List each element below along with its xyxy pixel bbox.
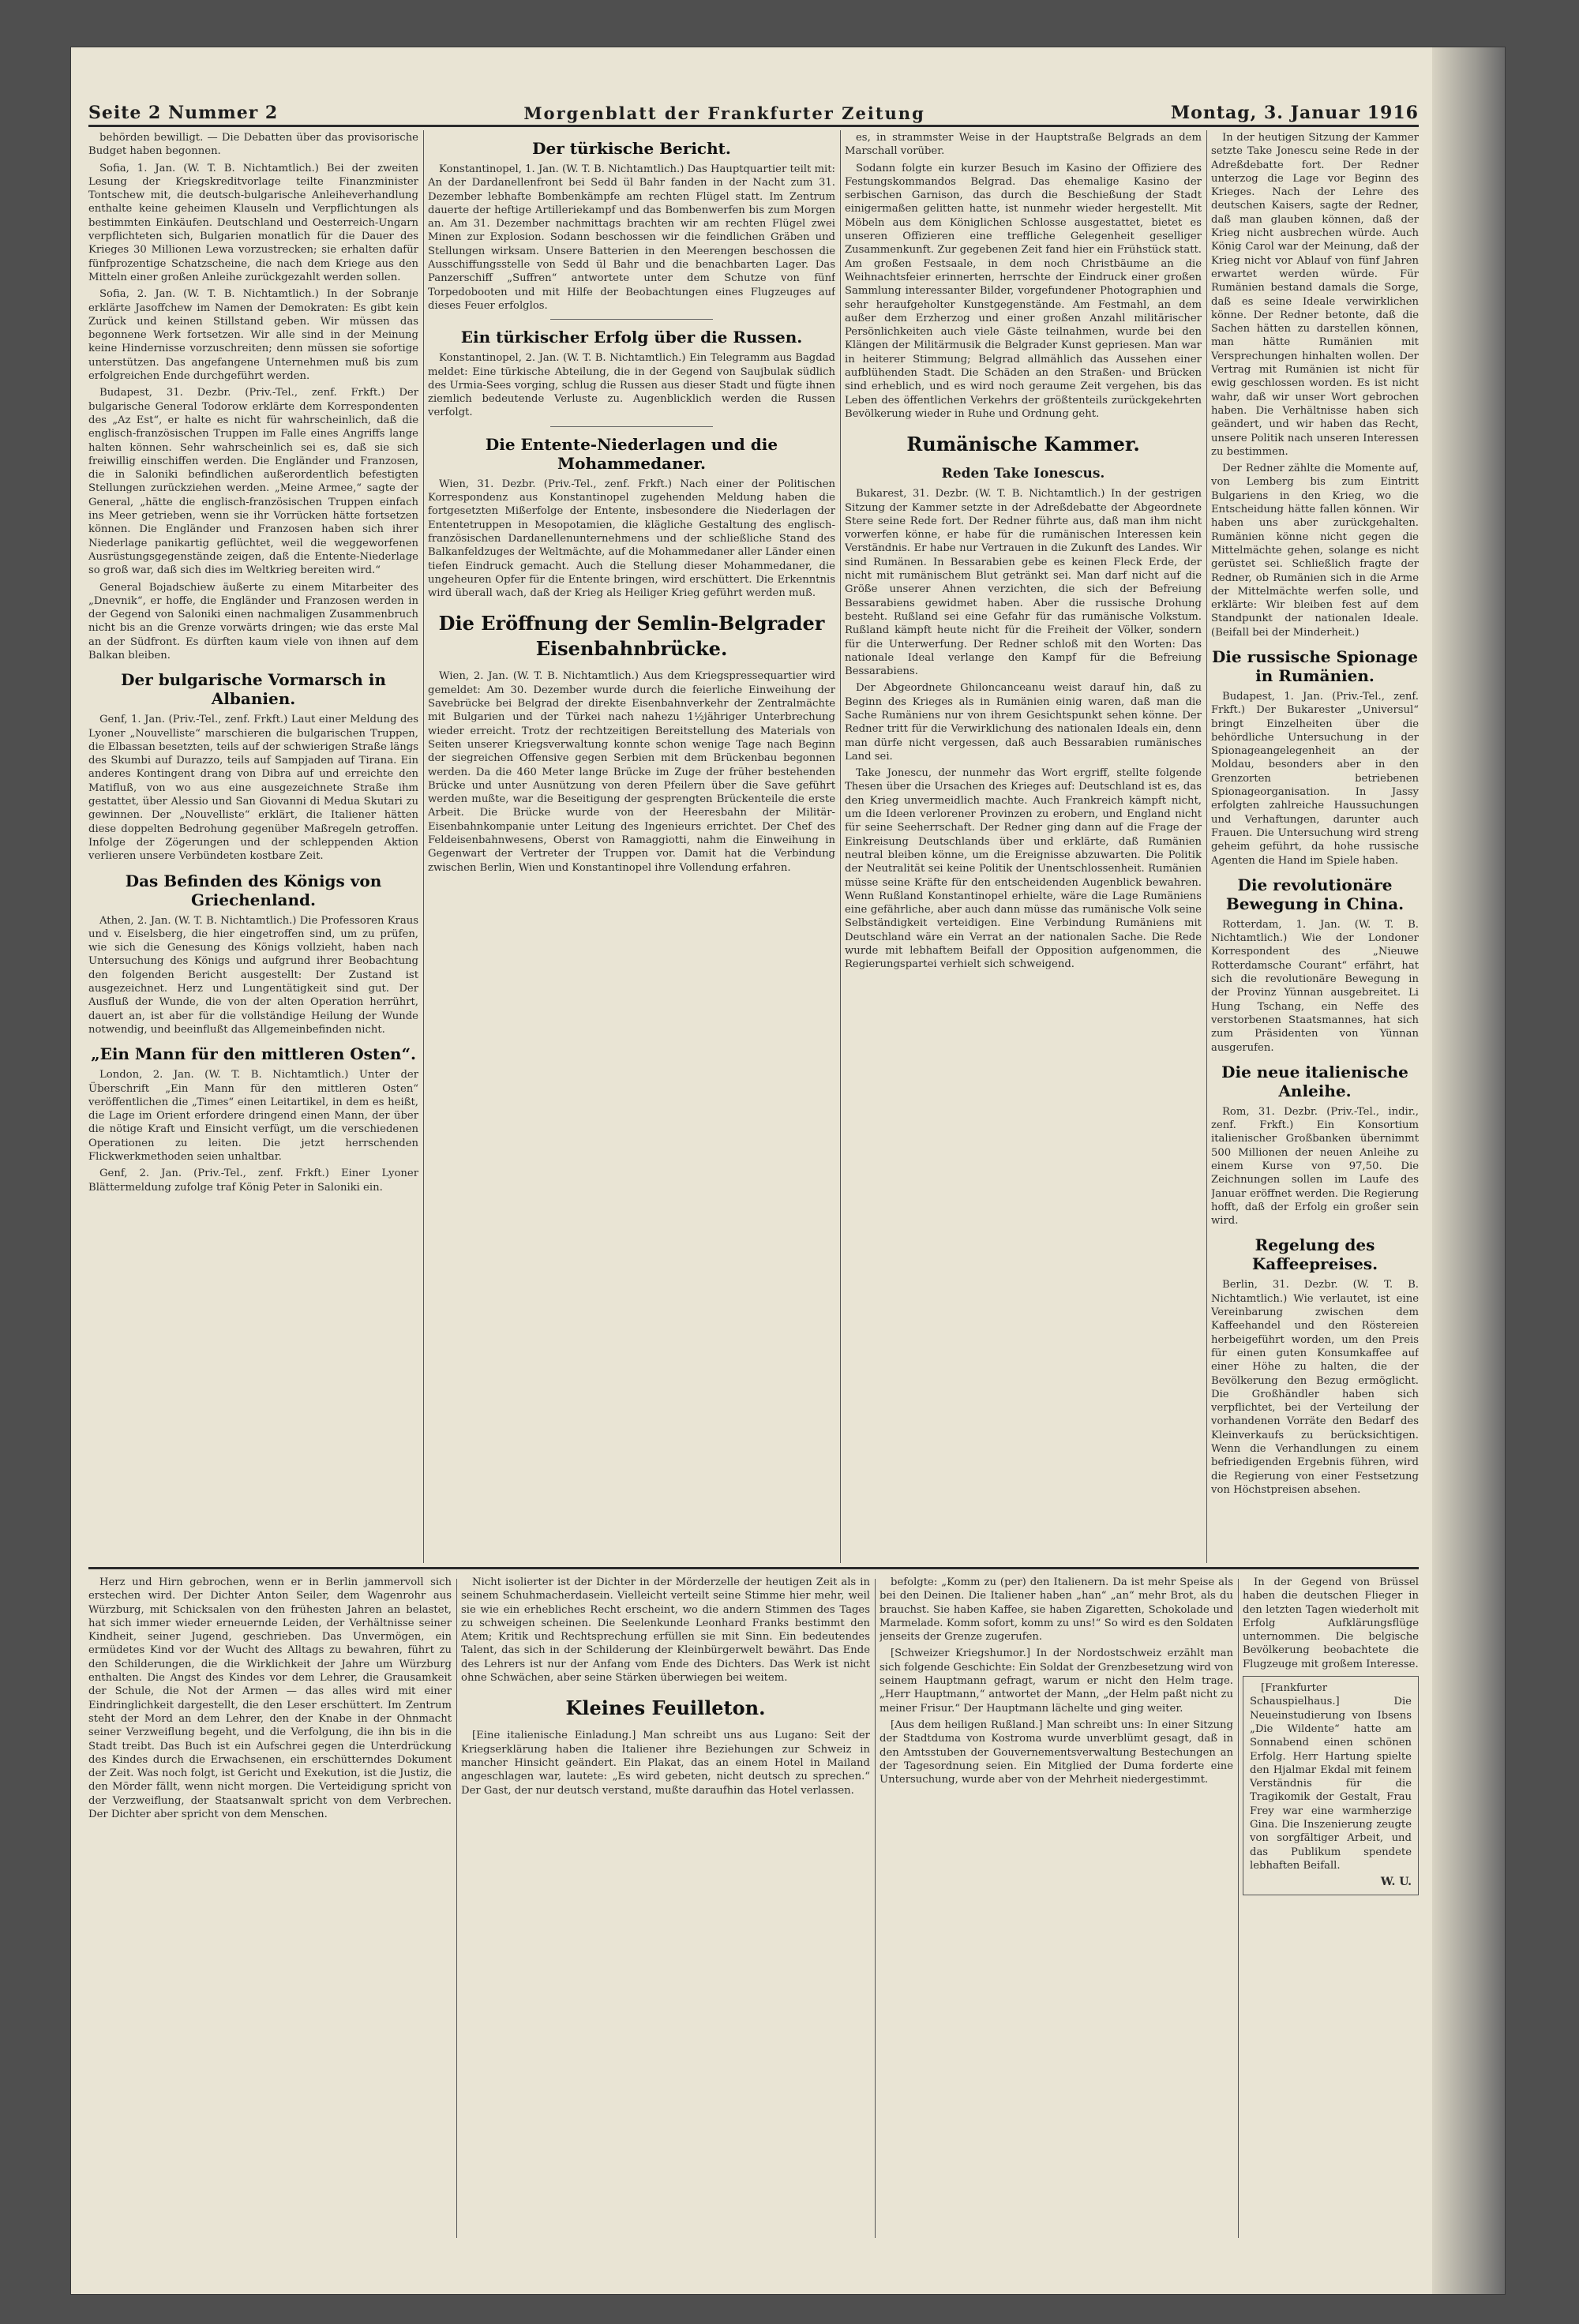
column-rule — [1238, 1579, 1239, 2238]
separator — [550, 426, 713, 427]
paragraph: befolgte: „Komm zu (per) den Italienern. Da ist mehr Speise als bei den Deinen. Die Italiener haben „han“ „an“ mehr Brot, als du brauchst. Sie haben Kaffee, sie haben Zigaretten, Schokolade und Marmelade. Komm sofort, komm zu uns!“ So wird es den Soldaten jenseits der Grenze zugerufen. — [880, 1576, 1233, 1644]
paragraph: Genf, 2. Jan. (Priv.-Tel., zenf. Frkft.) Einer Lyoner Blättermeldung zufolge traf König Peter in Saloniki ein. — [88, 1168, 418, 1194]
article-column-4 — [1211, 131, 1419, 1563]
article-column-1 — [88, 131, 418, 1563]
article-subheadline: Reden Take Ionescus. — [941, 466, 1105, 482]
article-column-2 — [428, 131, 835, 1563]
paragraph: Rotterdam, 1. Jan. (W. T. B. Nichtamtlich.) Wie der Londoner Korrespondent des „Nieuwe Rotterdamsche Courant“ erfährt, hat sich die revolutionäre Bewegung in der Provinz Yünnan ausgebreitet. Li Hung Tschang, ein Neffe des verstorbenen Staatsmannes, hat sich zum Präsidenten von Yünnan ausgerufen. — [1211, 918, 1419, 1054]
page-header — [88, 85, 1419, 123]
article-headline: Die Entente-Niederlagen und die Mohammedaner. — [485, 434, 778, 473]
column-rule — [423, 130, 424, 1563]
article-headline: Das Befinden des Königs von Griechenland. — [125, 871, 382, 909]
column-rule — [456, 1579, 457, 2238]
paragraph: behörden bewilligt. — Die Debatten über das provisorische Budget haben begonnen. — [88, 132, 418, 158]
paragraph: Der Abgeordnete Ghiloncanceanu weist darauf hin, daß zu Beginn des Krieges als in Rumänien einig waren, daß man die Sache Rumäniens nur von ihrem Gesichtspunkt sehen könne. Der Redner tritt für die Verwirklichung des nationalen Ideals ein, denn man dürfe nicht vergessen, daß auch Bessarabien rumänisches Land sei. — [845, 682, 1202, 763]
separator — [550, 319, 713, 320]
paragraph: Sodann folgte ein kurzer Besuch im Kasino der Offiziere des Festungskommandos Belgrad. Das ehemalige Kasino der serbischen Garnison, das durch die Beschießung der Stadt einigermaßen gelitten hatte, ist nunmehr wieder hergestellt. Mit Möbeln aus dem Königlichen Schlosse ausgestattet, bietet es unseren Offizieren eine treffliche Gelegenheit geselliger Zusammenkunft. Zur gegebenen Zeit fand hier ein Frühstück statt. Am großen Festsaale, in dem noch Christbäume an die Weihnachtsfeier erinnerten, herrschte der Eindruck einer großen Sammlung interessanter Bilder, vorgefundener Photographien und sehr heraufgeholter Kunstgegenstände. Am Festmahl, an dem außer dem Erzherzog und einer großen Anzahl militärischer Persönlichkeiten auch viele Gäste teilnahmen, wurde bei den Klängen der Militärmusik die Belgrader Kunst gepriesen. Man war in heiterer Stimmung; Belgrad allmählich das Aussehen einer aufblühenden Stadt. Die Schäden an den Straßen- und Brücken sind erheblich, und es wird noch geraume Zeit vergehen, bis das Leben des öffentlichen Verkehrs der größtenteils zurückgekehrten Bevölkerung wieder in Ruhe und Ordnung geht. — [845, 162, 1202, 420]
paragraph: In der Gegend von Brüssel haben die deutschen Flieger in den letzten Tagen wiederholt mit Erfolg Aufklärungsflüge unternommen. Die belgische Bevölkerung beobachtete die Flugzeuge mit großem Interesse. — [1243, 1576, 1419, 1670]
article-column-3 — [845, 131, 1202, 1563]
page-number: Seite 2 Nummer 2 — [88, 103, 279, 123]
column-rule — [840, 130, 841, 1563]
paragraph: [Aus dem heiligen Rußland.] Man schreibt uns: In einer Sitzung der Stadtduma von Kostroma wurde unverblümt gesagt, daß in den Amtsstuben der Gouvernementsverwaltung Bestechungen an der Tagesordnung seien. Ein Mitglied der Duma forderte eine Untersuchung, wurde aber von der Mehrheit niedergestimmt. — [880, 1719, 1233, 1786]
paragraph: Sofia, 1. Jan. (W. T. B. Nichtamtlich.) Bei der zweiten Lesung der Kriegskreditvorlage teilte Finanzminister Tontschew mit, die deutsch-bulgarische Anleiheverhandlung enthalte keine geheimen Klauseln und Verpflichtungen als bestimmten Einkäufen. Deutschland und Oesterreich-Ungarn verpflichteten sich, Bulgarien monatlich für die Dauer des Krieges 30 Millionen Lewa vorzustrecken; sie erhalten dafür fünfprozentige Schatzscheine, die nach dem Kriege aus den Mitteln einer großen Anleihe zurückgezahlt werden sollen. — [88, 162, 418, 283]
paragraph: Take Jonescu, der nunmehr das Wort ergriff, stellte folgende Thesen über die Ursachen des Krieges auf: Deutschland ist es, das den Krieg unvermeidlich machte. Auch Frankreich kämpft nicht, um die Ideen verlorener Provinzen zu erobern, und England nicht für seine Seeherrschaft. Der Redner ging dann auf die Frage der Einkreisung Deutschlands über und erklärte, daß Rumänien neutral bleiben könne, um die Ereignisse abzuwarten. Die Politik der Neutralität sei keine Politik der Unentschlossenheit. Rumänien müsse seine Kräfte für den entscheidenden Augenblick bewahren. Wenn Rußland Konstantinopel erhielte, wäre die Lage Rumäniens eine gefährliche, aber auch dann müsse das rumänische Volk seine Selbständigkeit verteidigen. Eine Verbindung Rumäniens mit Deutschland wäre ein Verrat an der nationalen Sache. Die Rede wurde mit lebhaftem Beifall der Opposition aufgenommen, die Regierungspartei verhielt sich schweigend. — [845, 767, 1202, 971]
paragraph: Rom, 31. Dezbr. (Priv.-Tel., indir., zenf. Frkft.) Ein Konsortium italienischer Großbanken übernimmt 500 Millionen der neuen Anleihe zu einem Kurse von 97,50. Die Zeichnungen sollen im Laufe des Januar eröffnet werden. Die Regierung hofft, daß der Erfolg ein großer sein wird. — [1211, 1105, 1419, 1228]
paragraph: In der heutigen Sitzung der Kammer setzte Take Jonescu seine Rede in der Adreßdebatte fort. Der Redner unterzog die Lage vor Beginn des Krieges. Nach der Lehre des deutschen Kaisers, sagte der Redner, daß man glauben können, daß der Krieg nicht ausbrechen würde. Auch König Carol war der Meinung, daß der Krieg nicht vor Ablauf von fünf Jahren erwartet werden würde. Für Rumänien bestand damals die Sorge, daß es seine Ideale verwirklichen könne. Der Redner betonte, daß die Sachen hätten zu darstellen können, man hätte Rumänien mit Versprechungen hinhalten wollen. Der Vertrag mit Rumänien ist nicht für ewig geschlossen worden. Es ist nicht wahr, daß wir unser Wort gebrochen haben. Die Verhältnisse haben sich geändert, und wir haben das Recht, unsere Politik nach unseren Interessen zu bestimmen. — [1211, 132, 1419, 458]
paragraph: Nicht isolierter ist der Dichter in der Mörderzelle der heutigen Zeit als in seinem Schuhmacherdasein. Vielleicht verteilt seine Stimme hier mehr, weil sie wie ein erhebliches Recht erscheint, wo die andern Stimmen des Tages zu schweigen scheinen. Die Seelenkunde Leonhard Franks bestimmt den Atem; Kritik und Rechtsprechung erfüllen sie mit Sinn. Ein bedeutendes Talent, das sich in der Schilderung der Kleinbürgerwelt bewährt. Das Ende des Lehrers ist nur der Anfang vom Ende des Dichters. Das Werk ist nicht ohne Schwächen, aber seine Stärken überwiegen bei weitem. — [461, 1576, 870, 1685]
paragraph: Sofia, 2. Jan. (W. T. B. Nichtamtlich.) In der Sobranje erklärte Jasoffchew im Namen der Demokraten: Es gibt kein Zurück und keinen Stillstand geben. Wir müssen das begonnene Werk fortsetzen. Wir alle sind in der Meinung keine Hindernisse vorzuschreiten; denn müssen sie sofortige unterstützen. Das angefangene Unternehmen muß bis zum erfolgreichen Ende durchgeführt werden. — [88, 288, 418, 383]
feuilleton-divider — [88, 1567, 1419, 1569]
theater-review-box — [1243, 1676, 1419, 1895]
feuilleton-headline: Kleines Feuilleton. — [565, 1696, 766, 1720]
article-headline: Die Eröffnung der Semlin-Belgrader Eisenbahnbrücke. — [438, 612, 825, 661]
paragraph: Wien, 31. Dezbr. (Priv.-Tel., zenf. Frkft.) Nach einer der Politischen Korrespondenz aus Konstantinopel zugehenden Meldung haben die fortgesetzten Mißerfolge der Entente, insbesondere die Niederlagen der Ententetruppen in Mesopotamien, die klägliche Gestaltung des englisch-französischen Dardanellenunternehmens und der schließliche Stand des Balkanfeldzuges der Weltmächte, auf die Mohammedaner aller Länder einen tiefen Eindruck gemacht. Auch die Stellung dieser Mohammedaner, die ungeheuren Opfer für die Entente bringen, wird erschüttert. Die Erkenntnis wird überall wach, daß der Krieg als Heiliger Krieg geführt werden muß. — [428, 478, 835, 600]
paragraph: Bukarest, 31. Dezbr. (W. T. B. Nichtamtlich.) In der gestrigen Sitzung der Kammer setzte in der Adreßdebatte der Abgeordnete Stere seine Rede fort. Der Redner führte aus, daß man ihm nicht vorwerfen könne, er habe für die rumänischen Interessen kein Verständnis. Er habe nur Vertrauen in die Zukunft des Landes. Wir sind Rumänen. In Bessarabien gebe es keinen Fleck Erde, der nicht mit rumänischem Blut getränkt sei. Man darf nicht auf die Größe unserer Ahnen verzichten, die sich der Befreiung Bessarabiens gewidmet haben. Aber die russische Drohung besteht. Rußland sei eine Gefahr für das rumänische Volkstum. Rußland kämpft heute nicht für die Freiheit der Völker, sondern für die Unterwerfung. Der Redner schloß mit den Worten: Das nationale Ideal verlange den Kampf für die Befreiung Bessarabiens. — [845, 488, 1202, 678]
article-headline: Der türkische Bericht. — [532, 139, 731, 158]
paragraph: [Frankfurter Schauspielhaus.] Die Neueinstudierung von Ibsens „Die Wildente“ hatte am Sonnabend einen schönen Erfolg. Herr Hartung spielte den Hjalmar Ekdal mit feinem Verständnis für die Tragikomik der Gestalt, Frau Frey war eine warmherzige Gina. Die Inszenierung zeugte von sorgfältiger Arbeit, und das Publikum spendete lebhaften Beifall. — [1250, 1682, 1412, 1872]
article-headline: Rumänische Kammer. — [906, 433, 1140, 456]
page-edge — [1432, 47, 1505, 2294]
article-headline: Die revolutionäre Bewegung in China. — [1225, 875, 1405, 913]
article-headline: „Ein Mann für den mittleren Osten“. — [91, 1044, 416, 1064]
paragraph: General Bojadschiew äußerte zu einem Mitarbeiter des „Dnevnik“, er hoffe, die Engländer und Franzosen werden in der Gegend von Saloniki einen nachmaligen Zusammenbruch nicht bis an die Grenze vorwärts dringen; wie das erste Mal an der Südfront. Es dürften kaum viele von ihnen auf dem Balkan bleiben. — [88, 581, 418, 662]
paragraph: London, 2. Jan. (W. T. B. Nichtamtlich.) Unter der Überschrift „Ein Mann für den mittleren Osten“ veröffentlichen die „Times“ einen Leitartikel, in dem es heißt, die Lage im Orient erfordere dringend einen Mann, der über die nötige Kraft und Einsicht verfügt, um die verschiedenen Operationen zu leiten. Die jetzt herrschenden Flickwerkmethoden seien unhaltbar. — [88, 1069, 418, 1163]
paragraph: Herz und Hirn gebrochen, wenn er in Berlin jammervoll sich erstechen wird. Der Dichter Anton Seiler, dem Wagenrohr aus Würzburg, mit Schicksalen von den frühesten Jahren an belastet, hat sich immer wieder erneuernde Leiden, der Verhältnisse seiner Kindheit, seiner Jugend, geschrieben. Das Unvermögen, ein ermüdetes Kind vor der Wucht des Alltags zu bewahren, führt zu den Schilderungen, die die Wirklichkeit der Jahre um Würzburg enthalten. Die Angst des Kindes vor dem Lehrer, die Grausamkeit der Schule, die Not der Armen — das alles wird mit einer Eindringlichkeit dargestellt, die den Leser erschüttert. Im Zentrum steht der Mord an dem Lehrer, den der Knabe in der Ohnmacht seiner Verzweiflung begeht, und die Verfolgung, die ihn bis in die Stadt treibt. Das Buch ist ein Aufschrei gegen die Unterdrückung des Kindes durch die Erwachsenen, ein erschütterndes Dokument der Zeit. Was noch folgt, ist Gericht und Exekution, ist die Justiz, die den Mörder fällt, wenn nicht morgen. Die Verteidigung spricht von der Verzweiflung, der Staatsanwalt spricht von dem Verbrechen. Der Dichter aber spricht von dem Menschen. — [88, 1576, 452, 1821]
article-headline: Ein türkischer Erfolg über die Russen. — [460, 328, 803, 347]
paragraph: Genf, 1. Jan. (Priv.-Tel., zenf. Frkft.) Laut einer Meldung des Lyoner „Nouvelliste“ marschieren die bulgarischen Truppen, die Elbassan besetzten, teils auf der schwierigen Straße längs des Skumbi auf Durazzo, teils auf Sampjaden auf Tirana. Ein anderes Kontingent drang von Dibra auf und erreichte den Matifluß, von wo aus eine ausgezeichnete Straße ihm gestattet, über Alessio und San Giovanni di Medua Skutari zu gewinnen. Der „Nouvelliste“ erklärt, die Italiener hätten diese doppelten Bedrohung gegenüber Maßregeln getroffen. Infolge der Zögerungen und der schleppenden Aktion verlieren unsere Verbündeten kostbare Zeit. — [88, 714, 418, 863]
article-headline: Die russische Spionage in Rumänien. — [1211, 647, 1419, 685]
paragraph: Konstantinopel, 2. Jan. (W. T. B. Nichtamtlich.) Ein Telegramm aus Bagdad meldet: Eine türkische Abteilung, die in der Gegend von Saujbulak südlich des Urmia-Sees vorging, schlug die Russen aus dieser Stadt und fügte ihnen ziemlich bedeutende Verluste zu. Augenblicklich werden die Russen verfolgt. — [428, 352, 835, 419]
paragraph: Budapest, 1. Jan. (Priv.-Tel., zenf. Frkft.) Der Bukarester „Universul“ bringt Einzelheiten über die behördliche Untersuchung in der Spionageangelegenheit an der Moldau, besonders aber in den Grenzorten betriebenen Spionageorganisation. In Jassy erfolgten zahlreiche Haussuchungen und Verhaftungen, darunter auch Frauen. Die Untersuchung wird streng geheim geführt, da hohe russische Agenten die Hand im Spiele haben. — [1211, 690, 1419, 867]
paragraph: es, in strammster Weise in der Hauptstraße Belgrads an dem Marschall vorüber. — [845, 132, 1202, 158]
feuilleton-column-4 — [1243, 1576, 1419, 2239]
paragraph: Berlin, 31. Dezbr. (W. T. B. Nichtamtlich.) Wie verlautet, ist eine Vereinbarung zwischen dem Kaffeehandel und den Röstereien herbeigeführt worden, um den Preis für einen guten Konsumkaffee auf einer Höhe zu halten, die der Bevölkerung den Bezug ermöglicht. Die Großhändler haben sich verpflichtet, bei der Verteilung der vorhandenen Vorräte den Bedarf des Kleinverkaufs zu berücksichtigen. Wenn die Verhandlungen zu einem befriedigenden Ergebnis führen, wird die Regierung von einer Festsetzung von Höchstpreisen absehen. — [1211, 1279, 1419, 1496]
feuilleton-column-3 — [880, 1576, 1233, 2239]
header-rule — [88, 125, 1419, 127]
feuilleton-column-2 — [461, 1576, 870, 2239]
paragraph: Wien, 2. Jan. (W. T. B. Nichtamtlich.) Aus dem Kriegspressequartier wird gemeldet: Am 30. Dezember wurde durch die feierliche Einweihung der Savebrücke bei Belgrad der direkte Eisenbahnverkehr der Zentralmächte mit Bulgarien und der Türkei nach nahezu 1½jähriger Unterbrechung wieder erreicht. Trotz der rechtzeitigen Bereitstellung des Materials von Seiten unserer Kriegsverwaltung konnte schon wenige Tage nach Beginn der siegreichen Offensive gegen Serbien mit dem Brückenbau begonnen werden. Da die 460 Meter lange Brücke im Zuge der früher bestehenden Brücke und unter Ausnützung von deren Pfeilern über die Save geführt werden mußte, war die Beseitigung der gesprengten Brückenteile die erste Arbeit. Die Brücke wurde von der Heeresbahn der Militär-Eisenbahnkompanie unter Leitung des Ingenieurs errichtet. Der Chef des Feldeisenbahnwesens, Oberst von Ramaggiotti, nahm die Einweihung in Gegenwart der Vertreter der Truppen vor. Damit hat die Verbindung zwischen Berlin, Wien und Konstantinopel ihre Vollendung erfahren. — [428, 670, 835, 874]
article-headline: Der bulgarische Vormarsch in Albanien. — [121, 670, 386, 709]
paragraph: Budapest, 31. Dezbr. (Priv.-Tel., zenf. Frkft.) Der bulgarische General Todorow erklärte dem Korrespondenten des „Az Est“, er halte es nicht für wahrscheinlich, daß die englisch-französischen Truppen im Falle eines Angriffs lange halten können. Sehr wahrscheinlich sei es, daß sie sich freiwillig einschiffen werden. Die Engländer und Franzosen, die in Saloniki befindlichen außerordentlich befestigten Stellungen zurückziehen werden. „Meine Armee,“ sagte der General, „hätte die englisch-französischen Truppen einfach ins Meer getrieben, wenn sie ihr Vorrücken hätte fortsetzen können. Die Engländer und Franzosen haben sich ihrer Niederlage panikartig geflüchtet, weil die weggeworfenen Ausrüstungsgegenstände zeigen, daß die Entente-Niederlage so groß war, daß sich dies im Weltkrieg bereiten wird.“ — [88, 387, 418, 577]
issue-date: Montag, 3. Januar 1916 — [1170, 103, 1419, 123]
column-rule — [875, 1579, 876, 2238]
paragraph: [Schweizer Kriegshumor.] In der Nordostschweiz erzählt man sich folgende Geschichte: Ein Soldat der Grenzbesetzung wird von seinem Hauptmann gefragt, warum er nicht den Helm trage. „Herr Hauptmann,“ antwortet der Mann, „der Helm paßt nicht zu meiner Frisur.“ Der Hauptmann lächelte und ging weiter. — [880, 1647, 1233, 1715]
feuilleton-column-1 — [88, 1576, 452, 2239]
article-headline: Die neue italienische Anleihe. — [1221, 1062, 1408, 1100]
masthead: Morgenblatt der Frankfurter Zeitung — [523, 103, 925, 123]
paragraph: Athen, 2. Jan. (W. T. B. Nichtamtlich.) Die Professoren Kraus und v. Eiselsberg, die hier eingetroffen sind, um zu prüfen, wie sich die Genesung des Königs vollzieht, haben nach Untersuchung des Königs und aufgrund ihrer Beobachtung den folgenden Bericht ausgestellt: Der Zustand ist ausgezeichnet. Herz und Lungentätigkeit sind gut. Der Ausfluß der Wunde, die von der alten Operation herrührt, dauert an, ist aber für die vollständige Heilung der Wunde notwendig, und beeinflußt das Allgemeinbefinden nicht. — [88, 914, 418, 1036]
column-rule — [1206, 130, 1207, 1563]
article-headline: Regelung des Kaffeepreises. — [1251, 1235, 1378, 1274]
paragraph: Der Redner zählte die Momente auf, von Lemberg bis zum Eintritt Bulgariens in den Krieg, wo die Entscheidung hätte fallen können. Wir haben uns aber zurückgehalten. Rumänien könne nicht gegen die Mittelmächte gehen, solange es nicht gerüstet sei. Schließlich fragte der Redner, ob Rumänien sich in die Arme der Mittelmächte werfen solle, und erklärte: Wir bleiben fest auf dem Standpunkt der nationalen Ideale. (Beifall bei der Minderheit.) — [1211, 463, 1419, 639]
author-signature: W. U. — [1380, 1876, 1412, 1889]
paragraph: Konstantinopel, 1. Jan. (W. T. B. Nichtamtlich.) Das Hauptquartier teilt mit: An der Dardanellenfront bei Sedd ül Bahr fanden in der Nacht zum 31. Dezember lebhafte Bombenkämpfe am rechten Flügel statt. Im Zentrum dauerte der heftige Artilleriekampf und das Bombenwerfen bis zum Morgen an. Am 31. Dezember nachmittags brachten wir am rechten Flügel zwei Minen zur Explosion. Sodann beschossen wir die feindlichen Gräben und Stellungen wirksam. Unsere Batterien in den Meerengen beschossen die Ausschiffungsstelle von Sedd ül Bahr und die benachbarten Lager. Das Panzerschiff „Suffren“ antwortete unter dem Schutze von fünf Torpedobooten und mit Hilfe der Beobachtungen eines Flugzeuges auf dieses Feuer erfolglos. — [428, 163, 835, 312]
paragraph: [Eine italienische Einladung.] Man schreibt uns aus Lugano: Seit der Kriegserklärung haben die Italiener ihre Beziehungen zur Schweiz in mancher Hinsicht geändert. Ein Plakat, das an einem Hotel in Mailand angeschlagen war, lautete: „Es wird gebeten, nicht deutsch zu sprechen.“ Der Gast, der nur deutsch verstand, mußte daraufhin das Hotel verlassen. — [461, 1730, 870, 1797]
